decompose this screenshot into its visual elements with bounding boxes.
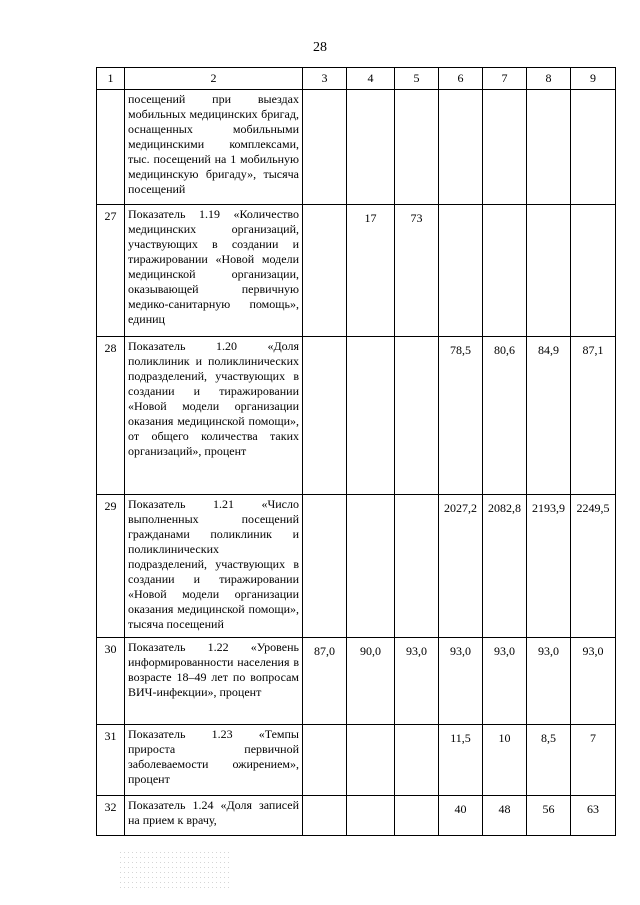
page-number: 28: [313, 40, 327, 55]
indicators-table: [96, 67, 616, 836]
indicator-description: Показатель 1.23 «Темпы прироста первичной заболеваемости ожирением», процент: [125, 725, 303, 796]
column-header: 7: [483, 68, 527, 90]
value-cell: [527, 205, 571, 337]
value-cell: [395, 796, 439, 836]
table-row: [97, 495, 616, 638]
indicator-description: Показатель 1.24 «Доля записей на прием к врачу,: [125, 796, 303, 836]
value-cell: [347, 725, 395, 796]
value-cell: [571, 205, 616, 337]
indicator-description: Показатель 1.21 «Число выполненных посещений гражданами поликлиник и поликлинических подразделений, участвующих в создании и тиражировании «Новой модели организации оказания медицинской помощи», тысяча посещений: [125, 495, 303, 638]
table-row: [97, 638, 616, 725]
column-header: 8: [527, 68, 571, 90]
table-header-row: [97, 68, 616, 90]
column-header: 5: [395, 68, 439, 90]
value-cell: [439, 90, 483, 205]
value-cell: 78,5: [439, 337, 483, 495]
value-cell: 2082,8: [483, 495, 527, 638]
value-cell: 56: [527, 796, 571, 836]
indicator-description: посещений при выездах мобильных медицинских бригад, оснащенных мобильными медицинскими комплексами, тыс. посещений на 1 мобильную медицинскую бригаду», тысяча посещений: [125, 90, 303, 205]
value-cell: [303, 205, 347, 337]
value-cell: 93,0: [395, 638, 439, 725]
table-row: [97, 205, 616, 337]
value-cell: [303, 725, 347, 796]
value-cell: [571, 90, 616, 205]
indicator-description: Показатель 1.22 «Уровень информированности населения в возрасте 18–49 лет по вопросам ВИЧ-инфекции», процент: [125, 638, 303, 725]
value-cell: 93,0: [439, 638, 483, 725]
value-cell: 2249,5: [571, 495, 616, 638]
value-cell: 8,5: [527, 725, 571, 796]
column-header: 6: [439, 68, 483, 90]
row-number: 30: [97, 638, 125, 725]
value-cell: 11,5: [439, 725, 483, 796]
value-cell: 10: [483, 725, 527, 796]
value-cell: [395, 90, 439, 205]
value-cell: 93,0: [527, 638, 571, 725]
value-cell: [347, 796, 395, 836]
value-cell: [483, 90, 527, 205]
column-header: 4: [347, 68, 395, 90]
row-number: 29: [97, 495, 125, 638]
value-cell: 87,0: [303, 638, 347, 725]
table-row: [97, 90, 616, 205]
row-number: 28: [97, 337, 125, 495]
value-cell: 7: [571, 725, 616, 796]
column-header: 3: [303, 68, 347, 90]
value-cell: 2027,2: [439, 495, 483, 638]
indicator-description: Показатель 1.19 «Количество медицинских организаций, участвующих в создании и тиражировании «Новой модели медицинской организации, оказывающей первичную медико-санитарную помощь», единиц: [125, 205, 303, 337]
value-cell: [347, 90, 395, 205]
value-cell: [303, 796, 347, 836]
value-cell: [395, 337, 439, 495]
table-row: [97, 725, 616, 796]
column-header: 1: [97, 68, 125, 90]
value-cell: 93,0: [483, 638, 527, 725]
value-cell: 80,6: [483, 337, 527, 495]
value-cell: 93,0: [571, 638, 616, 725]
value-cell: 48: [483, 796, 527, 836]
row-number: 27: [97, 205, 125, 337]
column-header: 2: [125, 68, 303, 90]
value-cell: [483, 205, 527, 337]
value-cell: 17: [347, 205, 395, 337]
value-cell: 73: [395, 205, 439, 337]
value-cell: [303, 495, 347, 638]
value-cell: [395, 495, 439, 638]
table-row: [97, 337, 616, 495]
value-cell: 2193,9: [527, 495, 571, 638]
value-cell: 84,9: [527, 337, 571, 495]
value-cell: [439, 205, 483, 337]
value-cell: 40: [439, 796, 483, 836]
row-number: 31: [97, 725, 125, 796]
value-cell: [303, 337, 347, 495]
value-cell: 87,1: [571, 337, 616, 495]
value-cell: [347, 337, 395, 495]
value-cell: [527, 90, 571, 205]
column-header: 9: [571, 68, 616, 90]
row-number: 32: [97, 796, 125, 836]
value-cell: [303, 90, 347, 205]
table-row: [97, 796, 616, 836]
scan-stamp-mark: [120, 848, 230, 888]
row-number: [97, 90, 125, 205]
value-cell: [347, 495, 395, 638]
value-cell: 90,0: [347, 638, 395, 725]
value-cell: [395, 725, 439, 796]
value-cell: 63: [571, 796, 616, 836]
indicator-description: Показатель 1.20 «Доля поликлиник и поликлинических подразделений, участвующих в создании и тиражировании «Новой модели организации оказания медицинской помощи», от общего количества таких организаций», процент: [125, 337, 303, 495]
